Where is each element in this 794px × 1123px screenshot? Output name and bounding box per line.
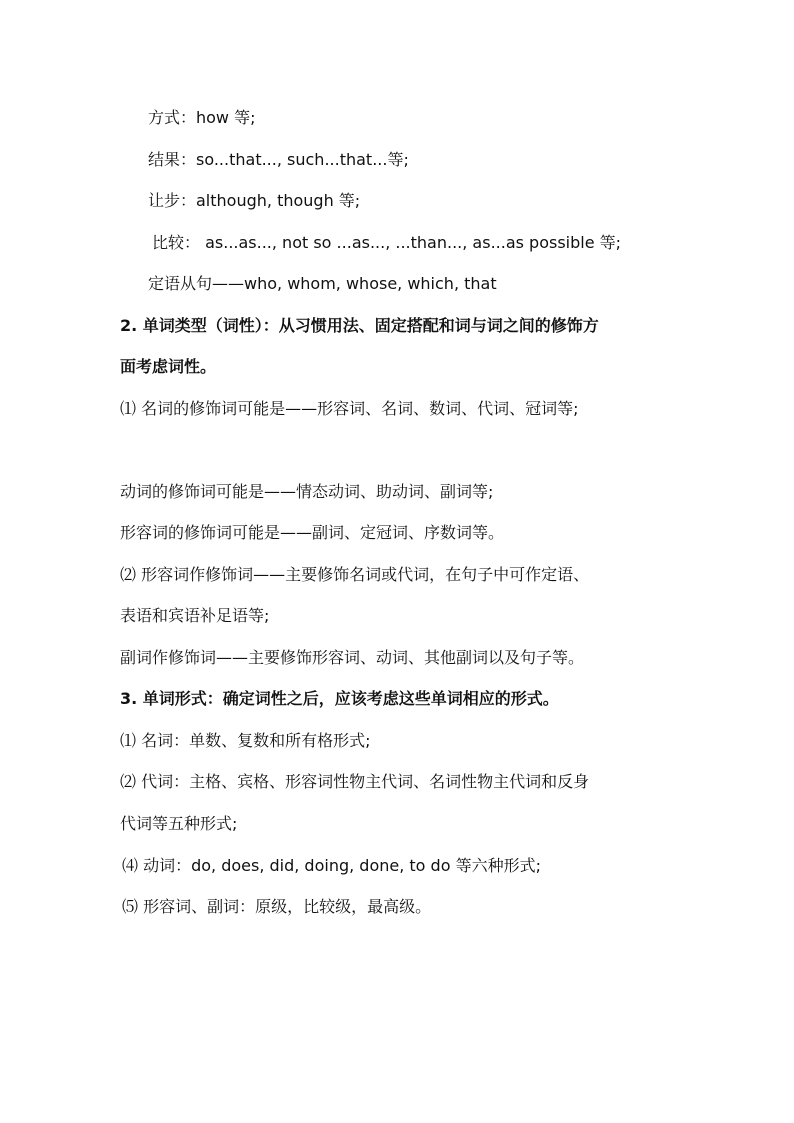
text-line-concession: 让步：although, though 等; [148,191,361,210]
text-line-verb-modifiers: 动词的修饰词可能是——情态动词、助动词、副词等; [120,482,494,501]
text-line-pronoun-forms-cont: 代词等五种形式; [120,814,238,833]
text-line-adjective-as-modifier: ⑵ 形容词作修饰词——主要修饰名词或代词，在句子中可作定语、 [120,565,590,584]
text-line-noun-modifiers: ⑴ 名词的修饰词可能是——形容词、名词、数词、代词、冠词等; [120,399,579,418]
text-line-verb-forms: ⑷ 动词：do, does, did, doing, done, to do 等六种形式; [122,856,541,875]
text-line-adverb-as-modifier: 副词作修饰词——主要修饰形容词、动词、其他副词以及句子等。 [120,648,585,667]
text-line-adjective-adverb-forms: ⑸ 形容词、副词：原级，比较级，最高级。 [122,897,432,916]
text-line-adjective-as-modifier-cont: 表语和宾语补足语等; [120,606,270,625]
text-line-adjective-modifiers: 形容词的修饰词可能是——副词、定冠词、序数词等。 [120,523,505,542]
text-line-attributive-clause: 定语从句——who, whom, whose, which, that [148,274,497,293]
text-line-manner: 方式：how 等; [148,108,256,127]
text-line-result: 结果：so...that..., such...that...等; [148,150,409,169]
text-line-pronoun-forms: ⑵ 代词：主格、宾格、形容词性物主代词、名词性物主代词和反身 [120,772,590,791]
text-line-comparison: 比较： as...as..., not so ...as..., ...than..., as...as possible 等; [152,233,622,252]
section-heading-word-form: 3. 单词形式：确定词性之后，应该考虑这些单词相应的形式。 [120,689,559,708]
text-line-noun-forms: ⑴ 名词：单数、复数和所有格形式; [120,731,371,750]
section-heading-word-type: 2. 单词类型（词性）：从习惯用法、固定搭配和词与词之间的修饰方 [120,316,599,335]
section-heading-word-type-cont: 面考虑词性。 [120,357,217,376]
